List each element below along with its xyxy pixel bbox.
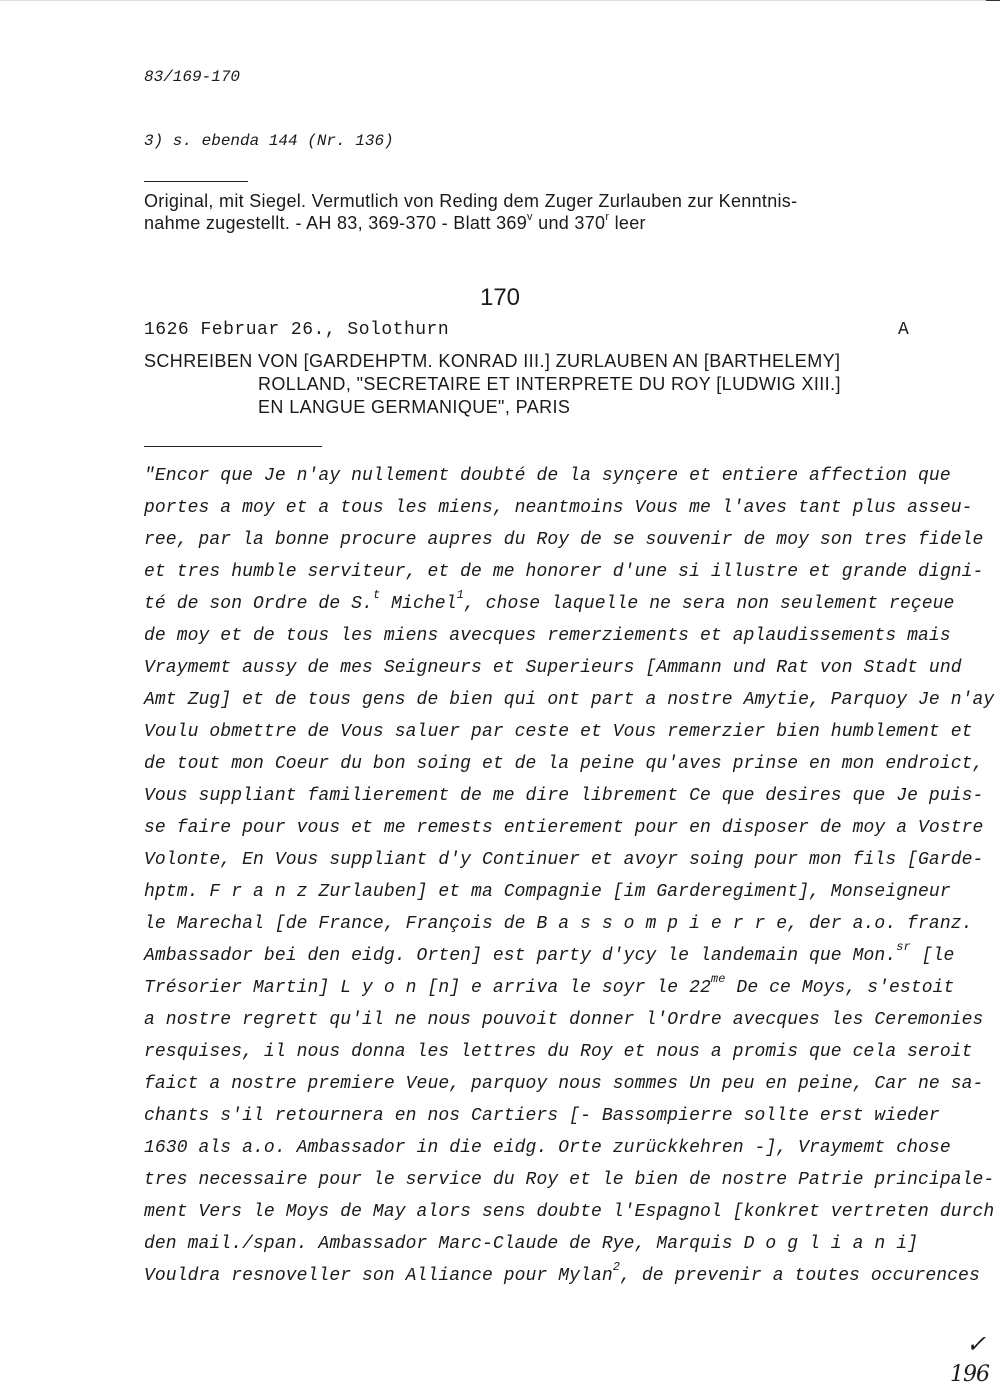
letter-line: ment Vers le Moys de May alors sens doubte l'Espagnol [konkret vertreten durch [144,1202,995,1222]
letter-line: té de son Ordre de S.$^t$ Michel$^1$, chose laquelle ne sera non seulement reçeue [144,588,955,614]
letter-line: de moy et de tous les miens avecques remerziements et aplaudissements mais [144,626,951,646]
letter-line: chants s'il retournera en nos Cartiers [- Bassompierre sollte erst wieder [144,1106,940,1126]
letter-line: de tout mon Coeur du bon soing et de la peine qu'aves prinse en mon endroict, [144,754,984,774]
letter-line: Amt Zug] et de tous gens de bien qui ont part a nostre Amytie, Parquoy Je n'ay [144,690,995,710]
letter-line: den mail./span. Ambassador Marc-Claude de Rye, Marquis D o g l i a n i] [144,1234,919,1254]
scan-corner-mark [986,0,1000,5]
letter-line: ree, par la bonne procure aupres du Roy de se souvenir de moy son tres fidele [144,530,984,550]
letter-line: Vraymemt aussy de mes Seigneurs et Superieurs [Ammann und Rat von Stadt und [144,658,962,678]
superscript: sr [896,940,911,954]
letter-line: resquises, il nous donna les lettres du Roy et nous a promis que cela seroit [144,1042,973,1062]
heading-line-2: ROLLAND, "SECRETAIRE ET INTERPRETE DU ROY [LUDWIG XIII.] [258,374,841,394]
letter-line: hptm. F r a n z Zurlauben] et ma Compagnie [im Garderegiment], Monseigneur [144,882,951,902]
letter-line: Volonte, En Vous suppliant d'y Continuer et avoyr soing pour mon fils [Garde- [144,850,984,870]
heading-line-3: EN LANGUE GERMANIQUE", PARIS [258,397,571,417]
heading-line-1: SCHREIBEN VON [GARDEHPTM. KONRAD III.] ZURLAUBEN AN [BARTHELEMY] [144,351,841,371]
superscript: 1 [456,588,464,602]
siglum: A [898,320,909,340]
letter-line: le Marechal [de France, François de B a s s o m p i e r r e, der a.o. franz. [144,914,973,934]
letter-line: "Encor que Je n'ay nullement doubté de la synçere et entiere affection que [144,466,951,486]
superscript: t [372,588,381,602]
date-place: 1626 Februar 26., Solothurn [144,320,450,340]
letter-line: faict a nostre premiere Veue, parquoy nous sommes Un peu en peine, Car ne sa- [144,1074,984,1094]
provenance-line-2: nahme zugestellt. - AH 83, 369-370 - Blatt 369$^v$ und 370$^r$ leer [144,211,646,233]
letter-line: Vous suppliant familierement de me dire librement Ce que desires que Je puis- [144,786,984,806]
folio-number: 196 [950,1362,989,1387]
document-number: 170 [479,284,521,311]
letter-line: et tres humble serviteur, et de me honorer d'une si illustre et grande digni- [144,562,984,582]
letter-line: a nostre regrett qu'il ne nous pouvoit donner l'Ordre avecques les Ceremonies [144,1010,984,1030]
footnote-3: 3) s. ebenda 144 (Nr. 136) [144,132,394,150]
superscript: me [710,972,726,986]
superscript: 2 [612,1260,621,1274]
letter-line: Vouldra resnoveller son Alliance pour Mylan$^2$, de prevenir a toutes occurences [144,1260,980,1286]
letter-line: se faire pour vous et me remests entierement pour en disposer de moy a Vostre [144,818,984,838]
letter-line: portes a moy et a tous les miens, neantmoins Vous me l'aves tant plus asseu- [144,498,973,518]
letter-line: Voulu obmettre de Vous saluer par ceste et Vous remerzier bien humblement et [144,722,973,742]
letter-line: 1630 als a.o. Ambassador in die eidg. Orte zurückkehren -], Vraymemt chose [144,1138,951,1158]
provenance-line-1: Original, mit Siegel. Vermutlich von Reding dem Zuger Zurlauben zur Kenntnis- [144,191,798,211]
page-reference: 83/169-170 [144,68,241,86]
letter-line: tres necessaire pour le service du Roy et le bien de nostre Patrie principale- [144,1170,995,1190]
separator-rule-body [144,446,322,447]
letter-line: Trésorier Martin] L y o n [n] e arriva le soyr le $22^{me}$ De ce Moys, s'estoit [144,972,955,998]
separator-rule-top [144,181,248,182]
letter-line: Ambassador bei den eidg. Orten] est party d'ycy le landemain que Mon.$^{sr}$ [le [144,940,955,966]
check-mark: ✓ [966,1330,987,1358]
scan-top-edge [0,0,1000,1]
